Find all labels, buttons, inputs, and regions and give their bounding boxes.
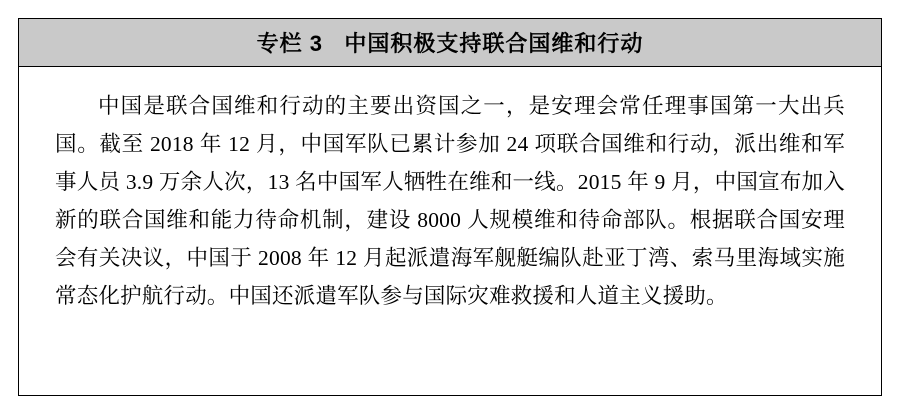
callout-body xyxy=(19,67,881,325)
callout-box xyxy=(18,18,882,396)
callout-title: 专栏 3 中国积极支持联合国维和行动 xyxy=(256,31,644,56)
callout-paragraph: 中国是联合国维和行动的主要出资国之一，是安理会常任理事国第一大出兵国。截至 2018 年 12 月，中国军队已累计参加 24 项联合国维和行动，派出维和军事人员 3.9 万余人次，13 名中国军人牺牲在维和一线。2015 年 9 月，中国宣布加入新的联合国维和能力待命机制，建设 8000 人规模维和待命部队。根据联合国安理会有关决议，中国于 2008 年 12 月起派遣海军舰艇编队赴亚丁湾、索马里海域实施常态化护航行动。中国还派遣军队参与国际灾难救援和人道主义援助。 xyxy=(55,94,845,308)
callout-header xyxy=(19,19,881,67)
